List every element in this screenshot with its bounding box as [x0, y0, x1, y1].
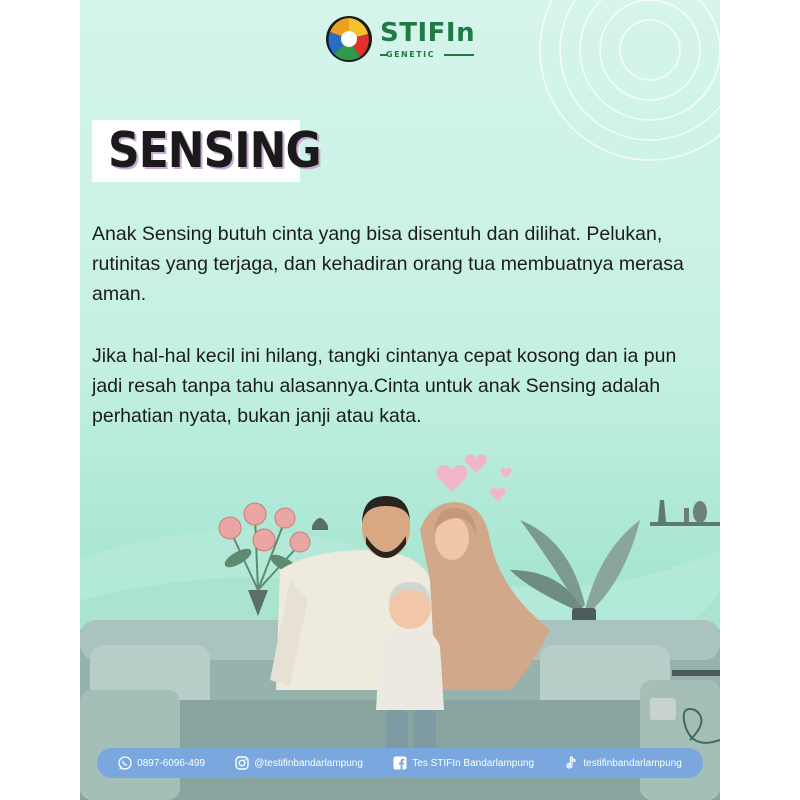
whatsapp-icon	[118, 756, 132, 770]
hearts-icon	[437, 454, 512, 501]
paragraph-1: Anak Sensing butuh cinta yang bisa disentuh dan dilihat. Pelukan, rutinitas yang terjaga, dan kehadiran orang tua membuatnya merasa aman.	[92, 223, 684, 305]
family-illustration	[80, 440, 720, 800]
brand-rule	[444, 54, 474, 56]
facebook-icon	[393, 756, 407, 770]
decorative-rings	[520, 0, 720, 180]
poster	[80, 0, 720, 800]
stifin-logo-icon	[324, 14, 374, 64]
facebook-page: Tes STIFIn Bandarlampung	[412, 757, 535, 769]
tiktok-icon	[564, 756, 578, 770]
instagram-handle: @testifinbandarlampung	[254, 757, 363, 769]
tiktok-handle: testifinbandarlampung	[583, 757, 682, 769]
instagram-icon	[235, 756, 249, 770]
paragraph-2: Jika hal-hal kecil ini hilang, tangki cintanya cepat kosong dan ia pun jadi resah tanpa tahu alasannya.Cinta untuk anak Sensing adalah perhatian nyata, bukan janji atau kata.	[92, 345, 677, 427]
footer-contact-bar	[97, 748, 703, 778]
footer-tiktok[interactable]	[564, 756, 681, 770]
footer-facebook[interactable]	[393, 756, 534, 770]
brand-subtitle: GENETIC	[386, 50, 435, 59]
brand-logo	[324, 14, 484, 64]
footer-whatsapp[interactable]	[118, 756, 205, 770]
whatsapp-number: 0897-6096-499	[137, 757, 206, 769]
brand-name: STIFIn	[380, 18, 476, 48]
page-title: SENSING	[108, 122, 321, 180]
footer-instagram[interactable]	[235, 756, 363, 770]
